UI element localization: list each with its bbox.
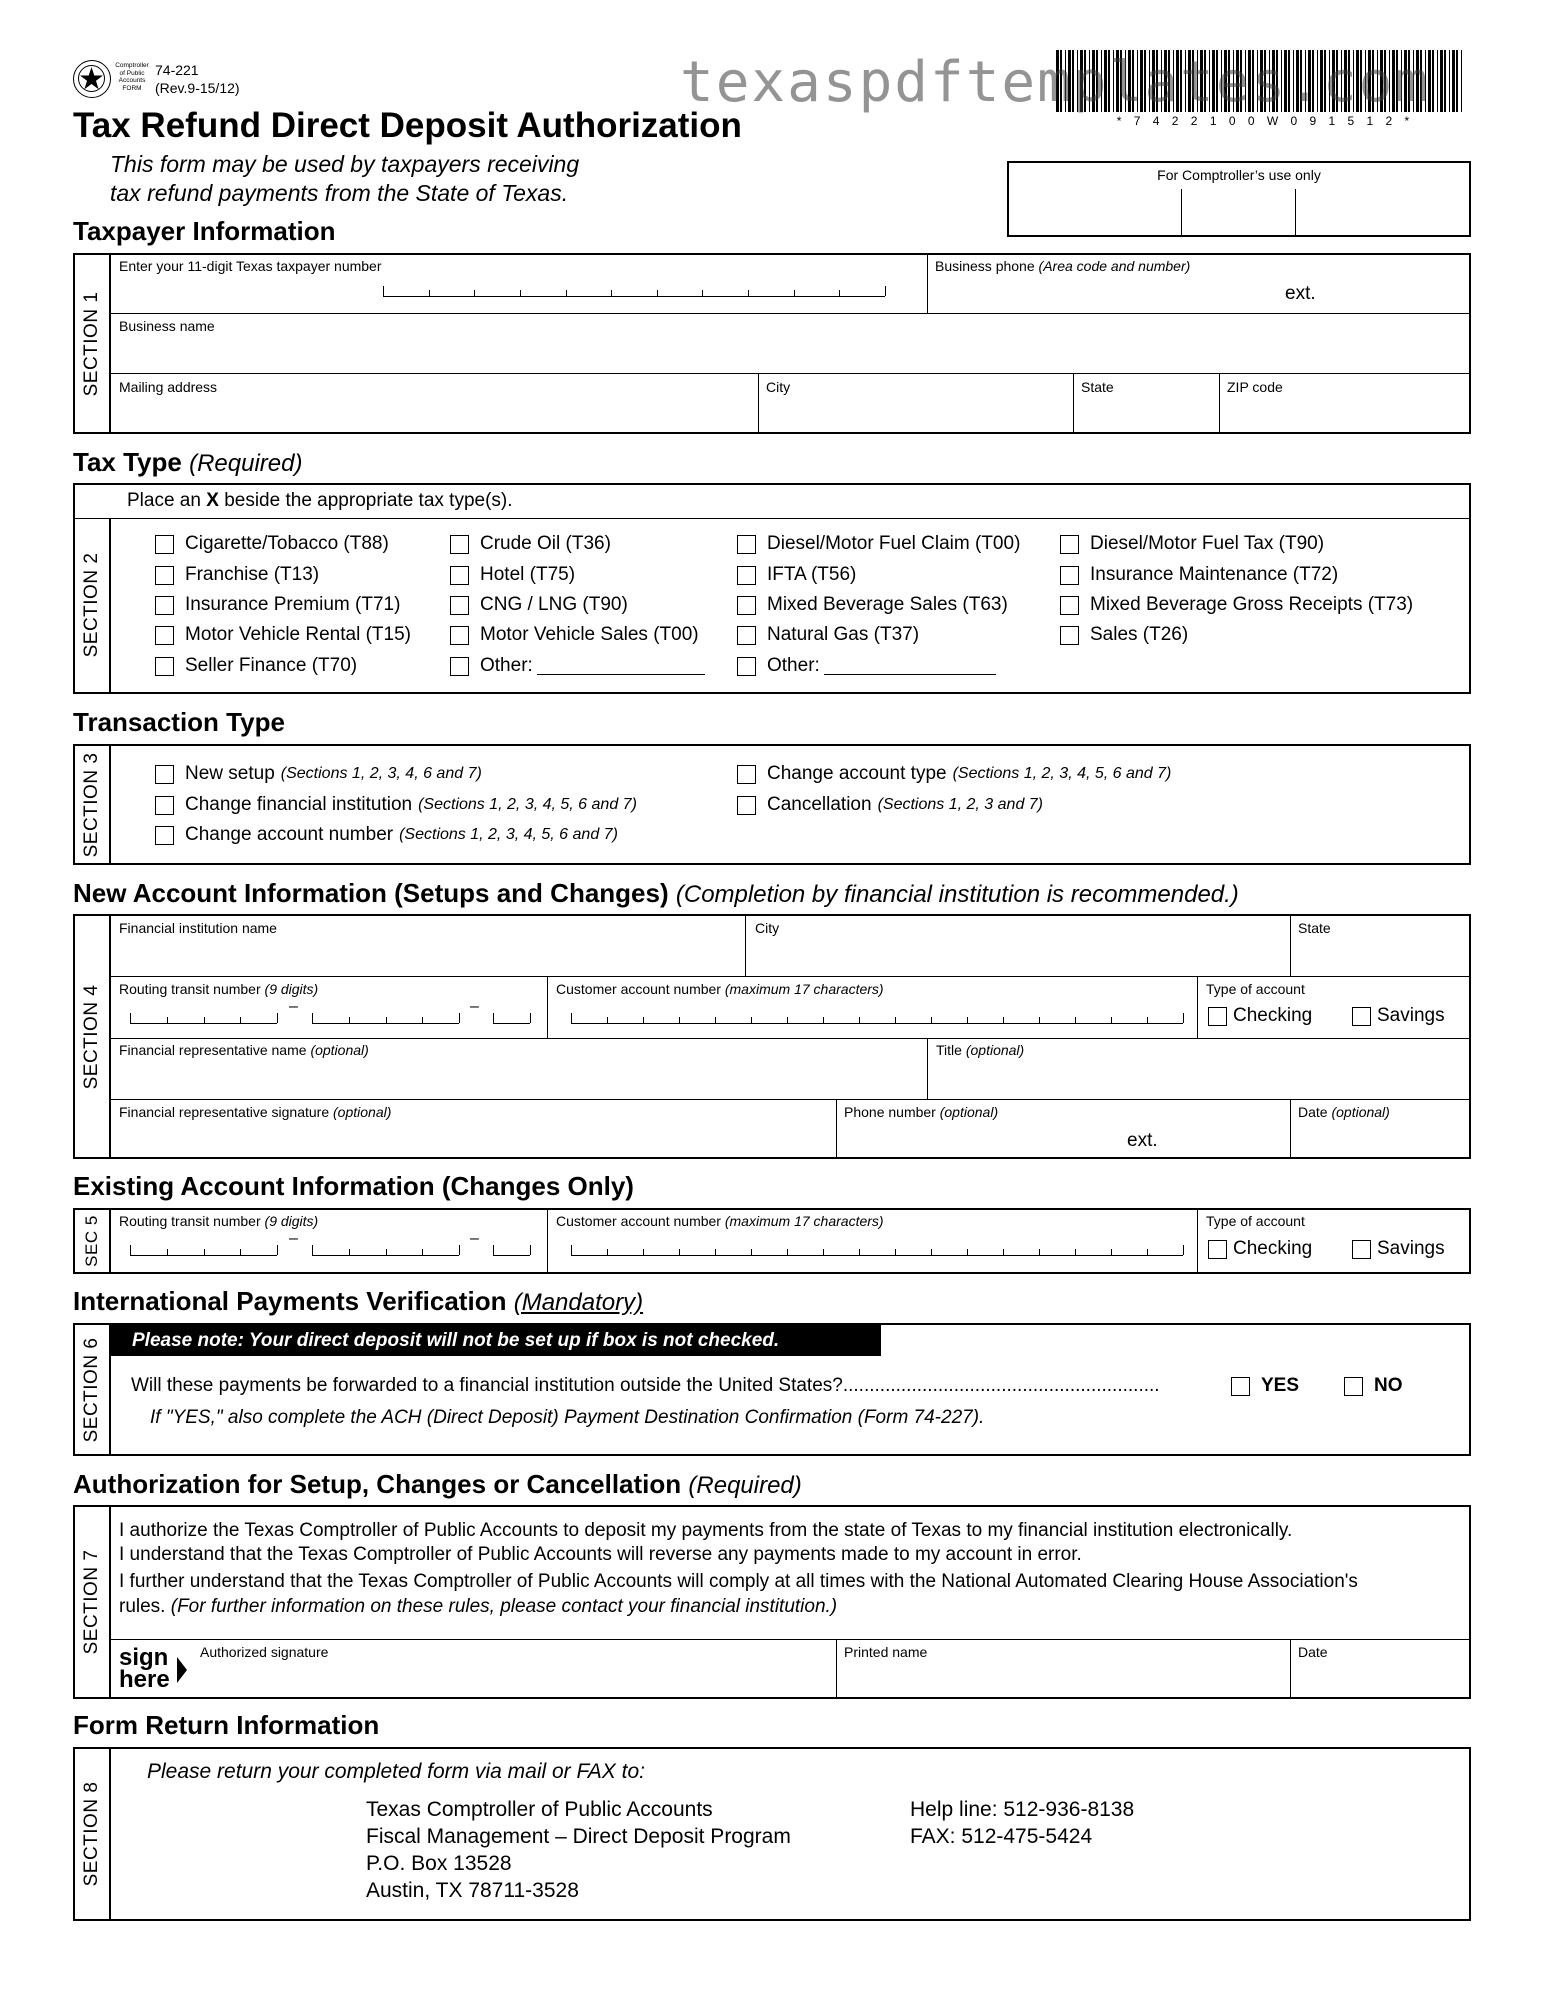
business-name-field[interactable] [115, 333, 1467, 371]
business-phone-field[interactable] [931, 273, 1467, 311]
tax-type-checkbox[interactable] [450, 566, 469, 585]
business-phone-ext: ext. [1285, 283, 1316, 304]
routing-field-part3[interactable] [493, 1012, 530, 1024]
tax-type-other-field[interactable] [824, 657, 996, 675]
auth-line-2: I understand that the Texas Comptroller of Public Accounts will reverse any payments made to my account in error. [119, 1544, 1082, 1565]
section4-side: SECTION 4 [75, 916, 111, 1157]
routing-dash-1: – [289, 998, 298, 1015]
checking-checkbox[interactable] [1208, 1007, 1227, 1026]
fi-state-label: State [1298, 920, 1331, 936]
existing-routing-part3[interactable] [493, 1244, 530, 1256]
tax-type-label: Cigarette/Tobacco (T88) [185, 533, 389, 554]
existing-routing-part2[interactable] [312, 1244, 459, 1256]
auth-signature-label: Authorized signature [200, 1644, 329, 1660]
auth-line-3: I further understand that the Texas Comptroller of Public Accounts will comply at all times with the National Automated Clearing House Association's [119, 1571, 1358, 1592]
rep-phone-label: Phone number [844, 1104, 936, 1120]
section1-side: SECTION 1 [75, 255, 111, 432]
tax-type-checkbox[interactable] [737, 596, 756, 615]
city-field[interactable] [762, 393, 1070, 431]
transaction-type-option[interactable] [155, 763, 482, 785]
comptroller-seal [73, 60, 111, 98]
sign-here-marker: sign here [119, 1644, 170, 1693]
tax-type-label: Mixed Beverage Gross Receipts (T73) [1090, 594, 1414, 615]
existing-account-hint: (maximum 17 characters) [724, 1213, 884, 1229]
tax-type-checkbox[interactable] [450, 596, 469, 615]
tax-type-checkbox[interactable] [450, 657, 469, 676]
business-name-label: Business name [119, 318, 215, 334]
tax-type-option[interactable] [737, 564, 856, 586]
tax-type-checkbox[interactable] [155, 566, 174, 585]
tax-type-option[interactable] [1060, 533, 1324, 555]
comptroller-use-label: For Comptroller’s use only [1157, 167, 1321, 183]
business-phone-hint: (Area code and number) [1038, 258, 1191, 274]
existing-routing-dash-2: – [470, 1230, 479, 1247]
savings-checkbox[interactable] [1352, 1007, 1371, 1026]
transaction-type-note: (Sections 1, 2, 3, 4, 6 and 7) [280, 765, 482, 782]
tax-type-label: Motor Vehicle Sales (T00) [480, 624, 699, 645]
transaction-type-note: (Sections 1, 2, 3, 4, 5, 6 and 7) [952, 765, 1172, 782]
international-no-checkbox[interactable] [1344, 1377, 1363, 1396]
tax-type-checkbox[interactable] [737, 626, 756, 645]
transaction-type-checkbox[interactable] [155, 765, 174, 784]
rep-signature-optional: (optional) [333, 1104, 392, 1120]
return-address-line-2: Fiscal Management – Direct Deposit Program [366, 1825, 791, 1848]
existing-account-field[interactable] [571, 1244, 1183, 1256]
tax-type-label: Crude Oil (T36) [480, 533, 611, 554]
rep-name-optional: (optional) [310, 1042, 369, 1058]
zip-field[interactable] [1223, 393, 1467, 431]
tax-type-checkbox[interactable] [737, 535, 756, 554]
existing-routing-dash-1: – [289, 1230, 298, 1247]
section2-box [73, 483, 1471, 694]
international-yes-checkbox[interactable] [1231, 1377, 1250, 1396]
section4-box [73, 914, 1471, 1159]
city-label: City [766, 379, 791, 395]
tax-type-option[interactable] [155, 624, 411, 646]
existing-savings-option[interactable] [1352, 1238, 1445, 1260]
section6-note: Please note: Your direct deposit will not be set up if box is not checked. [111, 1325, 881, 1356]
tax-type-option[interactable] [450, 533, 611, 555]
routing-field-part1[interactable] [130, 1012, 277, 1024]
fi-name-label: Financial institution name [119, 920, 277, 936]
existing-routing-hint: (9 digits) [264, 1213, 319, 1229]
auth-line-4: rules. (For further information on these rules, please contact your financial institution.) [119, 1596, 838, 1617]
tax-type-checkbox[interactable] [155, 596, 174, 615]
international-yes-label: YES [1261, 1375, 1300, 1396]
auth-line-1: I authorize the Texas Comptroller of Public Accounts to deposit my payments from the state of Texas to my financial institution electronically. [119, 1520, 1293, 1541]
return-intro: Please return your completed form via mail or FAX to: [147, 1760, 645, 1783]
printed-name-field[interactable] [840, 1659, 1286, 1697]
rep-date-label: Date [1298, 1104, 1328, 1120]
existing-checking-label: Checking [1233, 1238, 1313, 1259]
taxpayer-number-field[interactable] [383, 285, 885, 297]
tax-type-other-field[interactable] [537, 657, 705, 675]
watermark: texaspdftemplates.com [680, 50, 1431, 115]
transaction-type-note: (Sections 1, 2, 3, 4, 5, 6 and 7) [418, 796, 637, 813]
account-hint: (maximum 17 characters) [724, 981, 884, 997]
auth-signature-field[interactable] [195, 1659, 833, 1697]
tax-type-checkbox[interactable] [1060, 535, 1079, 554]
fi-name-field[interactable] [115, 936, 741, 974]
tax-type-checkbox[interactable] [155, 657, 174, 676]
transaction-type-label: Change financial institution [185, 794, 413, 815]
rep-signature-field[interactable] [115, 1119, 833, 1157]
rep-name-label: Financial representative name [119, 1042, 307, 1058]
comptroller-use-box [1007, 161, 1471, 237]
tax-type-label: Sales (T26) [1090, 624, 1189, 645]
state-label: State [1081, 379, 1114, 395]
tax-type-checkbox[interactable] [450, 535, 469, 554]
business-phone-label: Business phone [935, 258, 1035, 274]
international-followup: If "YES," also complete the ACH (Direct Deposit) Payment Destination Confirmation (Form 74-227). [150, 1407, 985, 1428]
section8-heading: Form Return Information [73, 1710, 380, 1740]
transaction-type-label: New setup [185, 763, 275, 784]
tax-type-label: Diesel/Motor Fuel Claim (T00) [767, 533, 1021, 554]
transaction-type-label: Change account number [185, 824, 394, 845]
tax-type-option[interactable] [450, 564, 575, 586]
fax-number: FAX: 512-475-5424 [910, 1825, 1093, 1848]
rep-signature-label: Financial representative signature [119, 1104, 330, 1120]
international-no-label: NO [1374, 1375, 1403, 1396]
return-address-line-1: Texas Comptroller of Public Accounts [366, 1798, 713, 1821]
tax-type-option[interactable] [737, 594, 1008, 616]
seal-text: Comptroller of Public Accounts FORM [115, 62, 149, 92]
tax-type-label: Insurance Premium (T71) [185, 594, 401, 615]
mailing-address-label: Mailing address [119, 379, 218, 395]
section6-heading: International Payments Verification (Mandatory) [73, 1286, 644, 1316]
tax-type-option[interactable] [450, 594, 628, 616]
section2-heading: Tax Type (Required) [73, 447, 303, 477]
zip-label: ZIP code [1227, 379, 1283, 395]
transaction-type-note: (Sections 1, 2, 3 and 7) [877, 796, 1044, 813]
section5-side: SEC 5 [75, 1210, 111, 1272]
tax-type-option[interactable] [155, 533, 389, 555]
section6-box [73, 1323, 1471, 1456]
international-no-option[interactable] [1344, 1375, 1403, 1397]
existing-checking-option[interactable] [1208, 1238, 1312, 1260]
form-subtitle-1: This form may be used by taxpayers receiving [110, 151, 580, 177]
checking-option[interactable] [1208, 1005, 1312, 1027]
tax-type-label: Seller Finance (T70) [185, 655, 358, 676]
section7-box [73, 1505, 1471, 1699]
rep-title-field[interactable] [932, 1058, 1468, 1096]
tax-type-label: Insurance Maintenance (T72) [1090, 564, 1339, 585]
account-number-field[interactable] [571, 1012, 1183, 1024]
section3-side: SECTION 3 [75, 746, 111, 863]
section5-heading: Existing Account Information (Changes Only) [73, 1171, 634, 1201]
checking-label: Checking [1233, 1005, 1313, 1026]
tax-type-option[interactable] [1060, 624, 1188, 646]
return-address-line-3: P.O. Box 13528 [366, 1852, 512, 1875]
rep-name-field[interactable] [115, 1058, 923, 1096]
routing-field-part2[interactable] [312, 1012, 459, 1024]
fi-city-label: City [755, 920, 780, 936]
existing-account-label: Customer account number [556, 1213, 721, 1229]
section3-box [73, 744, 1471, 865]
tax-type-checkbox[interactable] [1060, 626, 1079, 645]
form-number: 74-221 [155, 62, 199, 78]
tax-type-checkbox[interactable] [155, 626, 174, 645]
form-subtitle-2: tax refund payments from the State of Texas. [110, 180, 569, 206]
tax-type-option[interactable] [155, 564, 319, 586]
tax-type-label: Franchise (T13) [185, 564, 320, 585]
section2-side: SECTION 2 [75, 518, 111, 692]
transaction-type-note: (Sections 1, 2, 3, 4, 5, 6 and 7) [399, 826, 618, 843]
tax-type-option[interactable] [737, 624, 919, 646]
tax-type-label: Mixed Beverage Sales (T63) [767, 594, 1008, 615]
transaction-type-checkbox[interactable] [737, 765, 756, 784]
tax-type-option[interactable] [155, 594, 400, 616]
transaction-type-checkbox[interactable] [155, 796, 174, 815]
rep-title-label: Title [936, 1042, 962, 1058]
return-address-line-4: Austin, TX 78711-3528 [366, 1879, 579, 1902]
tax-type-label: Natural Gas (T37) [767, 624, 920, 645]
help-line: Help line: 512-936-8138 [910, 1798, 1135, 1821]
section7-heading: Authorization for Setup, Changes or Cancellation (Required) [73, 1469, 802, 1499]
form-revision: (Rev.9-15/12) [155, 80, 240, 96]
tax-type-label: Other: [480, 655, 533, 676]
rep-phone-optional: (optional) [939, 1104, 999, 1120]
tax-type-label: CNG / LNG (T90) [480, 594, 628, 615]
transaction-type-checkbox[interactable] [155, 826, 174, 845]
tax-type-checkbox[interactable] [1060, 566, 1079, 585]
international-question: Will these payments be forwarded to a financial institution outside the United States?............................................................ [131, 1375, 1160, 1396]
section7-side: SECTION 7 [75, 1507, 111, 1697]
existing-routing-part1[interactable] [130, 1244, 277, 1256]
tax-type-option[interactable] [155, 655, 357, 677]
savings-label: Savings [1377, 1005, 1445, 1026]
section8-box [73, 1747, 1471, 1921]
tax-type-option[interactable] [737, 533, 1020, 555]
existing-savings-checkbox[interactable] [1352, 1240, 1371, 1259]
section4-heading: New Account Information (Setups and Changes) (Completion by financial institution is recommended.) [73, 878, 1239, 908]
section6-side: SECTION 6 [75, 1325, 111, 1454]
account-type-label: Type of account [1206, 981, 1305, 997]
tax-type-option[interactable] [1060, 594, 1413, 616]
existing-type-label: Type of account [1206, 1213, 1305, 1229]
sign-here-arrow-icon [177, 1657, 187, 1683]
star-icon [74, 61, 109, 96]
transaction-type-label: Change account type [767, 763, 947, 784]
transaction-type-option[interactable] [155, 824, 618, 846]
section3-heading: Transaction Type [73, 707, 285, 737]
tax-type-checkbox[interactable] [737, 657, 756, 676]
routing-dash-2: – [470, 998, 479, 1015]
rep-date-optional: (optional) [1331, 1104, 1390, 1120]
routing-hint: (9 digits) [264, 981, 319, 997]
tax-type-checkbox[interactable] [737, 566, 756, 585]
rep-phone-field[interactable] [840, 1119, 1286, 1157]
transaction-type-option[interactable] [737, 763, 1171, 785]
taxpayer-number-label: Enter your 11-digit Texas taxpayer number [119, 258, 382, 274]
transaction-type-option[interactable] [155, 794, 637, 816]
form-title: Tax Refund Direct Deposit Authorization [73, 106, 742, 145]
fi-city-field[interactable] [751, 936, 1287, 974]
tax-type-checkbox[interactable] [155, 535, 174, 554]
section5-box [73, 1208, 1471, 1274]
tax-type-label: Hotel (T75) [480, 564, 576, 585]
tax-type-checkbox[interactable] [1060, 596, 1079, 615]
transaction-type-label: Cancellation [767, 794, 872, 815]
existing-routing-label: Routing transit number [119, 1213, 261, 1229]
existing-savings-label: Savings [1377, 1238, 1445, 1259]
state-field[interactable] [1077, 393, 1217, 431]
savings-option[interactable] [1352, 1005, 1445, 1027]
tax-type-checkbox[interactable] [450, 626, 469, 645]
mailing-address-field[interactable] [115, 393, 755, 431]
fi-state-field[interactable] [1294, 936, 1468, 974]
tax-type-option[interactable] [450, 624, 699, 646]
existing-checking-checkbox[interactable] [1208, 1240, 1227, 1259]
auth-date-label: Date [1298, 1644, 1328, 1660]
tax-type-label: IFTA (T56) [767, 564, 857, 585]
routing-label: Routing transit number [119, 981, 261, 997]
tax-type-label: Motor Vehicle Rental (T15) [185, 624, 411, 645]
international-yes-option[interactable] [1231, 1375, 1299, 1397]
account-label: Customer account number [556, 981, 721, 997]
auth-date-field[interactable] [1294, 1659, 1468, 1697]
transaction-type-checkbox[interactable] [737, 796, 756, 815]
section1-heading: Taxpayer Information [73, 216, 336, 246]
tax-type-option[interactable] [450, 655, 705, 677]
section8-side: SECTION 8 [75, 1749, 111, 1919]
tax-type-instruction: Place an X beside the appropriate tax type(s). [127, 490, 513, 511]
tax-type-label: Diesel/Motor Fuel Tax (T90) [1090, 533, 1325, 554]
printed-name-label: Printed name [844, 1644, 928, 1660]
barcode-text: * 7 4 2 2 1 0 0 W 0 9 1 5 1 2 * [1116, 114, 1410, 128]
transaction-type-option[interactable] [737, 794, 1043, 816]
tax-type-option[interactable] [1060, 564, 1338, 586]
rep-title-optional: (optional) [965, 1042, 1025, 1058]
section1-box [73, 253, 1471, 434]
rep-date-field[interactable] [1294, 1119, 1468, 1157]
tax-type-label: Other: [767, 655, 820, 676]
tax-type-option[interactable] [737, 655, 996, 677]
rep-phone-ext: ext. [1127, 1130, 1158, 1151]
